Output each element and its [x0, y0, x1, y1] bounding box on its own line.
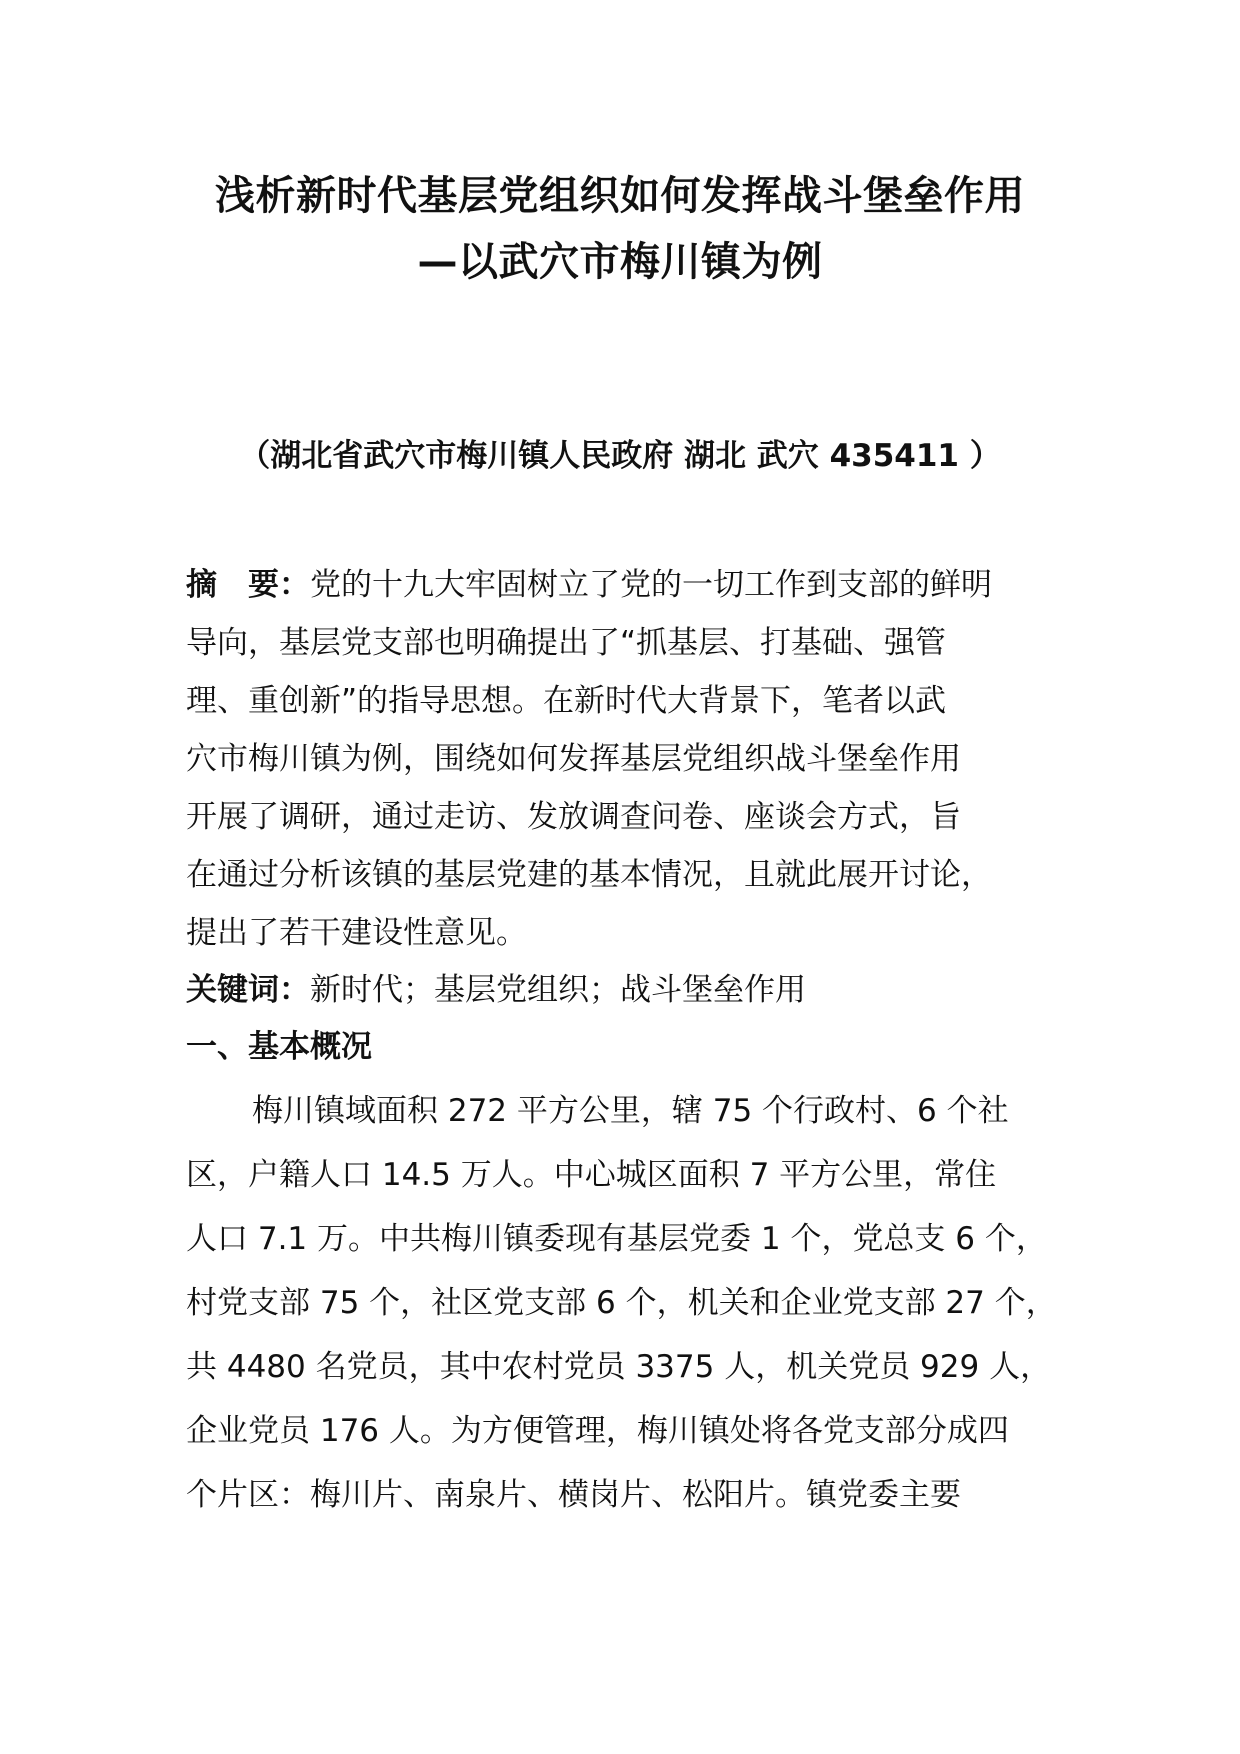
paragraph-line: 共 4480 名党员，其中农村党员 3375 人，机关党员 929 人，	[186, 1349, 1052, 1385]
paragraph-line: 村党支部 75 个，社区党支部 6 个，机关和企业党支部 27 个，	[186, 1285, 1057, 1321]
section-body	[186, 1079, 1086, 1527]
keywords	[186, 962, 1086, 1018]
abstract-line: 理、重创新”的指导思想。在新时代大背景下，笔者以武	[186, 683, 947, 719]
paragraph-line: 企业党员 176 人。为方便管理，梅川镇处将各党支部分成四	[186, 1413, 1009, 1449]
abstract-line: 导向，基层党支部也明确提出了“抓基层、打基础、强管	[186, 625, 947, 661]
abstract-label: 摘 要：	[186, 567, 310, 603]
abstract-line	[186, 556, 1086, 614]
author-affiliation: （湖北省武穴市梅川镇人民政府 湖北 武穴 435411 ）	[239, 438, 1001, 474]
paragraph-line: 个片区：梅川片、南泉片、横岗片、松阳片。镇党委主要	[186, 1477, 961, 1513]
keywords-label: 关键词：	[186, 972, 310, 1008]
abstract-line: 提出了若干建设性意见。	[186, 915, 527, 951]
abstract-text: 党的十九大牢固树立了党的一切工作到支部的鲜明	[310, 567, 992, 603]
abstract-line: 穴市梅川镇为例，围绕如何发挥基层党组织战斗堡垒作用	[186, 741, 961, 777]
keywords-text: 新时代；基层党组织；战斗堡垒作用	[310, 972, 806, 1008]
paper-title-line-2: —以武穴市梅川镇为例	[417, 239, 823, 285]
paragraph-line: 区，户籍人口 14.5 万人。中心城区面积 7 平方公里，常住	[186, 1157, 997, 1193]
abstract-line: 在通过分析该镇的基层党建的基本情况，且就此展开讨论，	[186, 857, 992, 893]
paragraph-line: 人口 7.1 万。中共梅川镇委现有基层党委 1 个，党总支 6 个，	[186, 1221, 1047, 1257]
abstract	[186, 556, 1086, 962]
section-heading: 一、基本概况	[186, 1029, 372, 1065]
abstract-line: 开展了调研，通过走访、发放调查问卷、座谈会方式，旨	[186, 799, 961, 835]
paper-title-line-1: 浅析新时代基层党组织如何发挥战斗堡垒作用	[215, 173, 1025, 219]
paragraph-line: 梅川镇域面积 272 平方公里，辖 75 个行政村、6 个社	[252, 1093, 1009, 1129]
